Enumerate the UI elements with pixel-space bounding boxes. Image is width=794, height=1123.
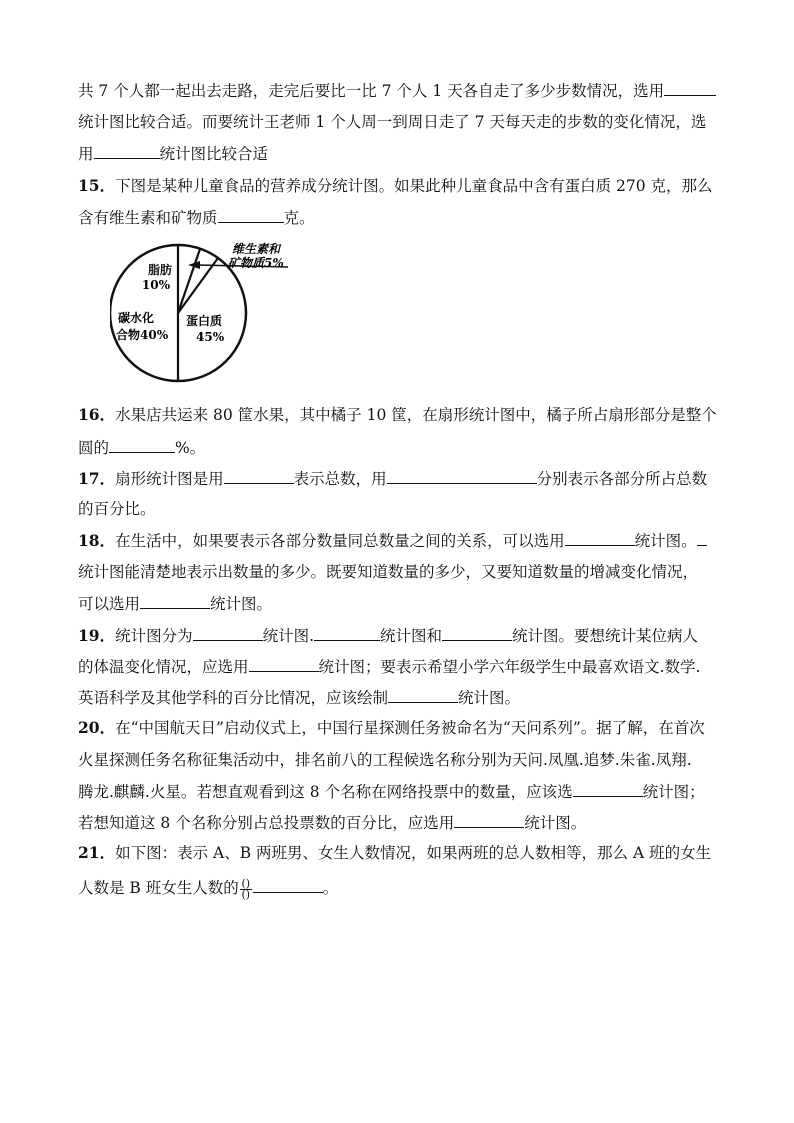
question-number: 15． <box>78 176 116 195</box>
protein-label: 蛋白质 <box>186 314 223 328</box>
answer-blank[interactable] <box>573 780 643 797</box>
q17-line-2 <box>78 498 156 520</box>
q21-line-1 <box>78 842 711 864</box>
answer-blank[interactable] <box>224 467 294 484</box>
q20-line-4 <box>78 811 586 834</box>
text: 在“中国航天日”启动仪式上，中国行星探测任务被命名为“天问系列”。据了解，在首次 <box>115 719 705 737</box>
text: 统计图. <box>262 627 315 645</box>
text: 表示总数，用 <box>293 470 387 488</box>
q15-line-1 <box>78 175 713 197</box>
text: 统计图和 <box>380 627 443 645</box>
text: 统计图比较合适。而要统计王老师 1 个人周一到周日走了 7 天每天走的步数的变化情况，选 <box>78 113 707 131</box>
text: 圆的 <box>78 439 110 457</box>
text: 若想知道这 8 个名称分别占总投票数的百分比，应选用 <box>78 814 455 832</box>
question-number: 21． <box>78 843 116 862</box>
carb-label-1: 碳水化 <box>118 311 155 325</box>
q16-line-1 <box>78 404 717 426</box>
text: 腾龙.麒麟.火星。若想直观看到这 8 个名称在网络投票中的数量，应该选 <box>78 783 573 801</box>
text: 统计图分为 <box>115 627 193 645</box>
text: 下图是某种儿童食品的营养成分统计图。如果此种儿童食品中含有蛋白质 270 克，那么 <box>115 177 713 195</box>
text: 火星探测任务名称征集活动中，排名前八的工程候选名称分别为天问.凤凰.追梦.朱雀.凤翔. <box>78 751 692 769</box>
vitamin-label-1: 维生素和 <box>232 242 281 256</box>
q14-line-3 <box>78 142 268 165</box>
pie-svg <box>110 237 300 389</box>
question-number: 17． <box>78 469 116 488</box>
answer-blank[interactable] <box>94 142 160 159</box>
nutrition-pie-chart <box>110 237 300 389</box>
answer-blank[interactable] <box>249 655 319 672</box>
answer-blank[interactable] <box>193 624 263 641</box>
text: 统计图。 <box>524 814 587 832</box>
answer-blank[interactable] <box>218 206 284 223</box>
q18-line-1 <box>78 529 707 552</box>
answer-blank[interactable] <box>697 529 707 546</box>
q17-line-1 <box>78 467 707 490</box>
text: 在生活中，如果要表示各部分数量同总数量之间的关系，可以选用 <box>115 532 565 550</box>
text: 如下图：表示 A、B 两班男、女生人数情况，如果两班的总人数相等，那么 A 班的女生 <box>115 844 712 862</box>
text: 的体温变化情况，应选用 <box>78 658 249 676</box>
answer-blank[interactable] <box>565 529 635 546</box>
q19-line-1 <box>78 624 698 647</box>
text: %。 <box>175 439 206 457</box>
text: 分别表示各部分所占总数 <box>536 470 708 488</box>
q21-line-2 <box>78 876 338 900</box>
question-number: 16． <box>78 405 116 424</box>
answer-blank[interactable] <box>109 436 175 453</box>
q18-line-2 <box>78 561 698 583</box>
fraction-denominator: () <box>241 887 251 901</box>
answer-blank[interactable] <box>140 592 210 609</box>
question-number: 19． <box>78 626 116 645</box>
fat-label: 脂肪 <box>147 263 172 277</box>
text: 的百分比。 <box>78 500 156 518</box>
q14-line-2 <box>78 111 706 133</box>
text: 克。 <box>283 209 315 227</box>
answer-blank[interactable] <box>253 876 323 893</box>
text: 共 7 个人都一起出去走路，走完后要比一比 7 个人 1 天各自走了多少步数情况，选用 <box>78 82 665 100</box>
text: 统计图。 <box>634 532 697 550</box>
q20-line-1 <box>78 717 705 739</box>
q19-line-2 <box>78 655 700 678</box>
answer-blank[interactable] <box>387 467 537 484</box>
fraction-blank[interactable] <box>240 876 252 901</box>
q16-line-2 <box>78 436 205 459</box>
fat-pct-label: 10% <box>141 278 170 292</box>
answer-blank[interactable] <box>314 624 380 641</box>
text: 。 <box>322 879 339 897</box>
text: 含有维生素和矿物质 <box>78 209 218 227</box>
q20-line-2 <box>78 749 692 771</box>
q19-line-3 <box>78 686 520 709</box>
q18-line-3 <box>78 592 272 615</box>
text: 统计图；要表示希望小学六年级学生中最喜欢语文.数学. <box>318 658 701 676</box>
fraction-numerator: () <box>241 876 251 890</box>
protein-pct-label: 45% <box>196 330 225 344</box>
question-number: 20． <box>78 718 116 737</box>
question-number: 18． <box>78 531 116 550</box>
vitamin-label-2: 矿物质5% <box>228 256 284 270</box>
text: 水果店共运来 80 筐水果，其中橘子 10 筐，在扇形统计图中，橘子所占扇形部分是整个 <box>115 406 717 424</box>
text: 用 <box>78 145 94 163</box>
text: 统计图能清楚地表示出数量的多少。既要知道数量的多少，又要知道数量的增减变化情况， <box>78 563 699 581</box>
text: 人数是 B 班女生人数的 <box>78 879 239 897</box>
answer-blank[interactable] <box>442 624 512 641</box>
answer-blank[interactable] <box>454 811 524 828</box>
text: 统计图。 <box>210 595 273 613</box>
q15-line-2 <box>78 206 315 229</box>
text: 统计图。 <box>458 689 521 707</box>
text: 统计图比较合适 <box>159 145 269 163</box>
answer-blank[interactable] <box>664 79 716 96</box>
q20-line-3 <box>78 780 705 803</box>
q14-line-1 <box>78 79 716 102</box>
text: 统计图。要想统计某位病人 <box>512 627 699 645</box>
carb-label-2: 合物40% <box>116 328 169 342</box>
answer-blank[interactable] <box>388 686 458 703</box>
text: 扇形统计图是用 <box>115 470 224 488</box>
text: 统计图； <box>642 783 705 801</box>
text: 英语科学及其他学科的百分比情况，应该绘制 <box>78 689 389 707</box>
text: 可以选用 <box>78 595 141 613</box>
